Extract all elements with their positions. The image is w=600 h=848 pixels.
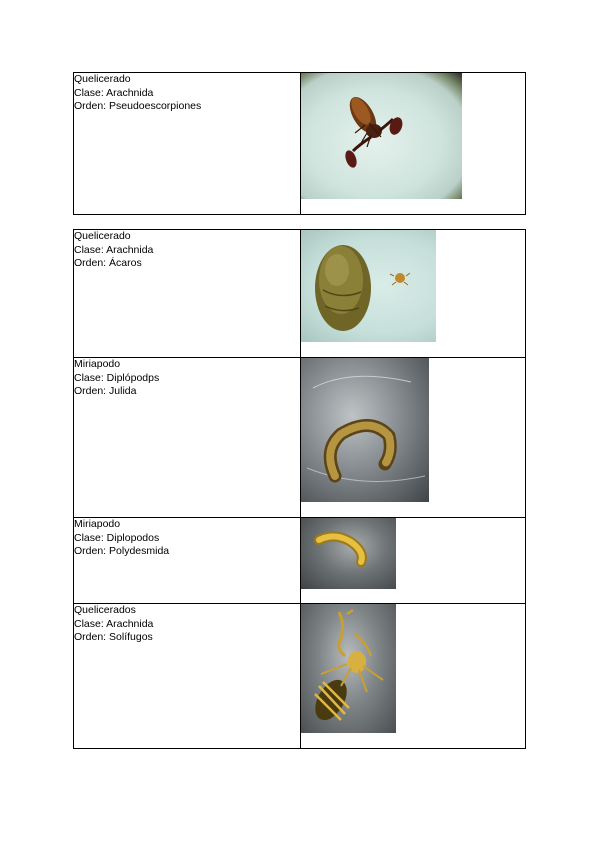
- specimen-order: Orden: Julida: [74, 385, 137, 397]
- specimen-order: Orden: Pseudoescorpiones: [74, 100, 202, 112]
- specimen-description: [74, 604, 301, 749]
- specimen-class: Clase: Diplopodos: [74, 531, 160, 544]
- specimen-type: Miriapodo: [74, 358, 121, 370]
- specimen-photo-cell: [301, 230, 526, 358]
- specimen-table-2: [73, 229, 526, 749]
- specimen-table-1: [73, 72, 526, 215]
- specimen-order: Orden: Ácaros: [74, 257, 142, 269]
- specimen-order: Orden: Polydesmida: [74, 545, 170, 557]
- julida-millipede-photo: [301, 358, 429, 502]
- specimen-photo-cell: [301, 518, 526, 604]
- polydesmida-millipede-photo: [301, 518, 396, 589]
- specimen-description: [74, 358, 301, 518]
- specimen-row: [74, 518, 526, 604]
- pseudoscorpion-photo: [301, 73, 462, 199]
- specimen-description: [74, 230, 301, 358]
- specimen-order: Orden: Solífugos: [74, 631, 153, 643]
- specimen-description: [74, 73, 301, 215]
- specimen-type: Quelicerados: [74, 604, 136, 616]
- specimen-row: [74, 230, 526, 358]
- specimen-photo-cell: [301, 358, 526, 518]
- specimen-description: [74, 518, 301, 604]
- specimen-class: Clase: Arachnida: [74, 617, 154, 630]
- specimen-photo-cell: [301, 73, 526, 215]
- specimen-type: Quelicerado: [74, 73, 131, 85]
- specimen-class: Clase: Diplópodps: [74, 371, 160, 384]
- specimen-row: [74, 73, 526, 215]
- specimen-class: Clase: Arachnida: [74, 243, 154, 256]
- mite-photo: [301, 230, 436, 342]
- specimen-row: [74, 604, 526, 749]
- solifugae-photo: [301, 604, 396, 733]
- specimen-row: [74, 358, 526, 518]
- specimen-class: Clase: Arachnida: [74, 86, 154, 99]
- specimen-photo-cell: [301, 604, 526, 749]
- specimen-type: Quelicerado: [74, 230, 131, 242]
- specimen-type: Miriapodo: [74, 518, 121, 530]
